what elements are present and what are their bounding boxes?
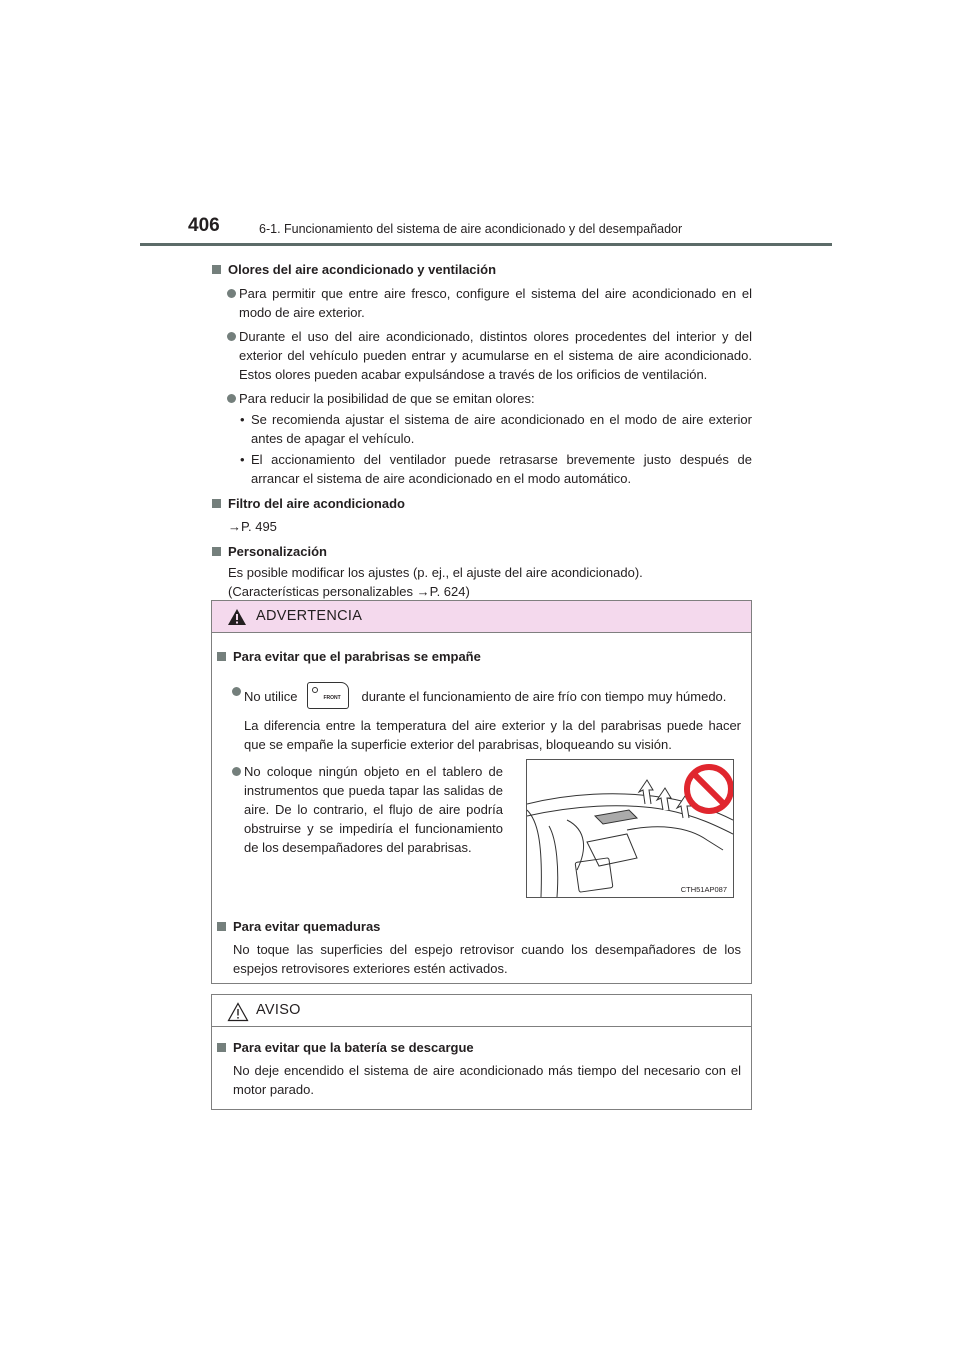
- body-text: Es posible modificar los ajustes (p. ej., el ajuste del aire acondicionado).: [228, 565, 643, 580]
- indicator-light-icon: [312, 687, 318, 693]
- warning-section-title: Para evitar que el parabrisas se empañe: [216, 647, 741, 666]
- header-rule: [140, 243, 832, 246]
- round-bullet-icon: [232, 767, 241, 776]
- square-bullet-icon: [217, 1043, 226, 1052]
- section-personalization: [211, 542, 752, 601]
- page-reference: →P. 495: [228, 519, 277, 534]
- header-title: 6-1. Funcionamiento del sistema de aire acondicionado y del desempañador: [259, 222, 683, 236]
- section-title: Olores del aire acondicionado y ventilación: [211, 260, 752, 279]
- square-bullet-icon: [212, 265, 221, 274]
- caution-triangle-icon: [227, 1002, 249, 1022]
- body-text: (Características personalizables →P. 624): [228, 584, 470, 599]
- round-bullet-icon: [227, 394, 236, 403]
- warning-header: [212, 601, 751, 633]
- sub-item: • Se recomienda ajustar el sistema de aire acondicionado en el modo de aire exterior antes de apagar el vehículo.: [240, 412, 752, 446]
- dot-marker-icon: •: [240, 452, 245, 467]
- notice-section-title: Para evitar que la batería se descargue: [216, 1038, 741, 1057]
- round-bullet-icon: [227, 332, 236, 341]
- body-text: La diferencia entre la temperatura del aire exterior y la del parabrisas puede hacer que se empañe la superficie exterior del parabrisas, bloqueando su visión.: [244, 718, 741, 752]
- round-bullet-icon: [227, 289, 236, 298]
- warning-triangle-icon: [227, 608, 247, 626]
- sub-item: • El accionamiento del ventilador puede retrasarse brevemente justo después de arrancar el sistema de aire acondicionado en el modo automático.: [240, 452, 752, 486]
- section-title: Filtro del aire acondicionado: [211, 494, 752, 513]
- page-number: 406: [188, 215, 220, 236]
- body-text: No deje encendido el sistema de aire acondicionado más tiempo del necesario con el motor parado.: [233, 1063, 741, 1097]
- dot-marker-icon: •: [240, 412, 245, 427]
- dashboard-drawing: [527, 760, 733, 897]
- round-bullet-icon: [232, 687, 241, 696]
- square-bullet-icon: [212, 547, 221, 556]
- bullet-item: Durante el uso del aire acondicionado, distintos olores procedentes del interior y del exterior del vehículo pueden entrar y acumularse en el sistema de aire acondicionado. Estos olores pueden acabar expulsándose a través de los orificios de ventilación.: [211, 327, 752, 384]
- warning-section-title: Para evitar quemaduras: [216, 917, 741, 936]
- bullet-item: No coloque ningún objeto en el tablero de instrumentos que pueda tapar las salidas de aire. De lo contrario, el flujo de aire podría obstruirse y se impediría el funcionamiento de los desempañadores del parabrisas.: [216, 762, 503, 857]
- bullet-item: Para reducir la posibilidad de que se emitan olores:: [211, 389, 752, 408]
- main-content: [211, 254, 752, 601]
- body-text: No toque las superficies del espejo retrovisor cuando los desempañadores de los espejos retrovisores exteriores estén activados.: [233, 942, 741, 976]
- square-bullet-icon: [212, 499, 221, 508]
- square-bullet-icon: [217, 922, 226, 931]
- notice-title: AVISO: [256, 1002, 301, 1018]
- front-defogger-button-icon: FRONT: [307, 682, 349, 709]
- section-odors: [211, 260, 752, 488]
- dashboard-illustration: [526, 759, 734, 898]
- square-bullet-icon: [217, 652, 226, 661]
- notice-box: [211, 994, 752, 1110]
- bullet-item: No utilice FRONT durante el funcionamiento de aire frío con tiempo muy húmedo.: [216, 682, 741, 709]
- notice-body: [212, 1027, 751, 1109]
- section-title: Personalización: [211, 542, 752, 561]
- bullet-item: Para permitir que entre aire fresco, configure el sistema del aire acondicionado en el modo de aire exterior.: [211, 284, 752, 322]
- illustration-code: CTH51AP087: [680, 885, 727, 894]
- notice-header: [212, 995, 751, 1027]
- warning-title: ADVERTENCIA: [256, 608, 363, 624]
- section-filter: [211, 494, 752, 536]
